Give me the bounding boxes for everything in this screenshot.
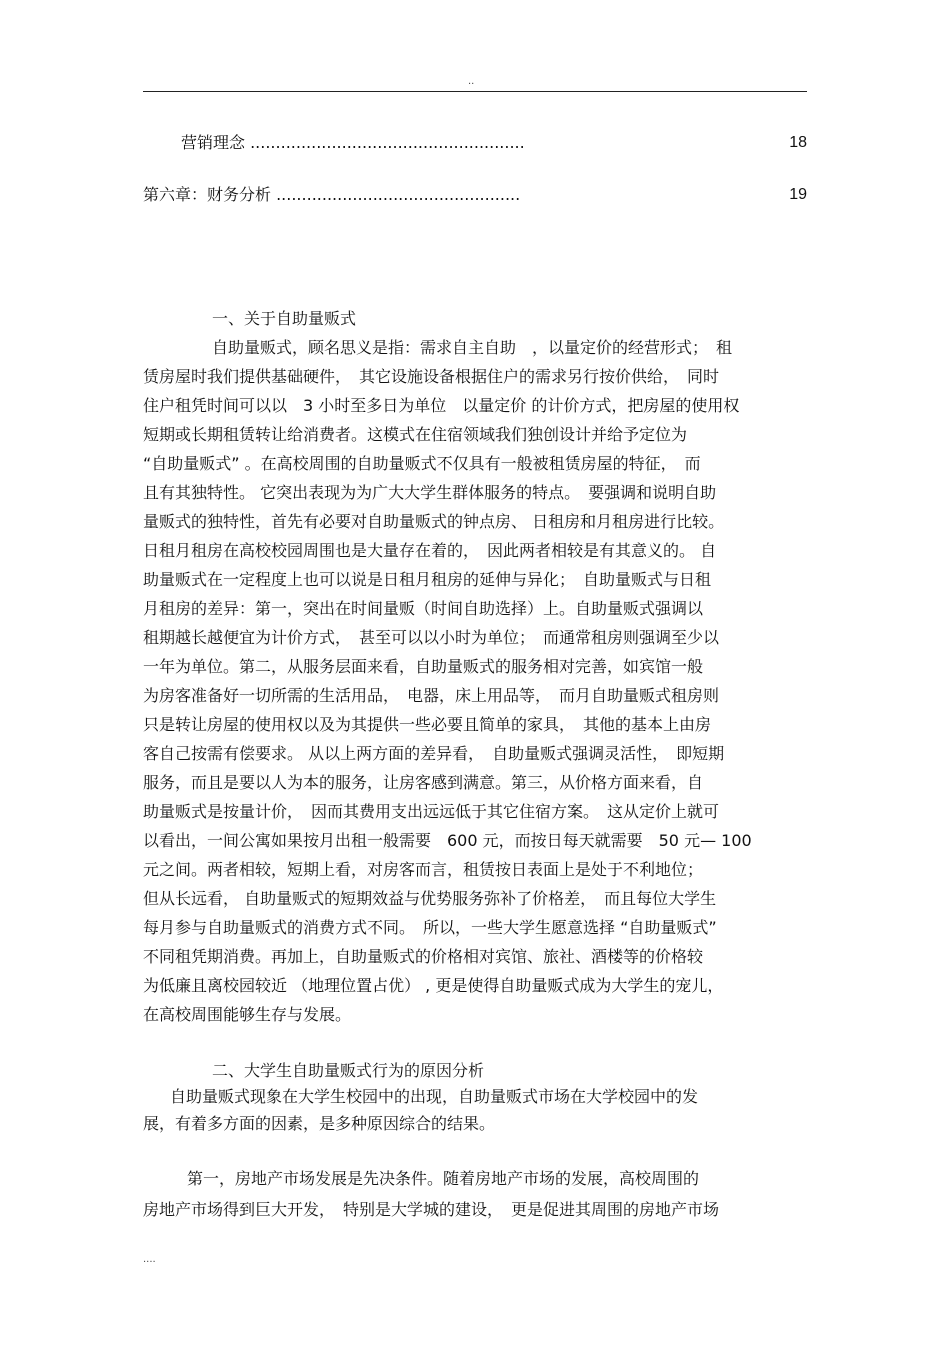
text-line: 助量贩式是按量计价， 因而其费用支出远远低于其它住宿方案。 这从定价上就可 <box>143 802 720 821</box>
toc-entry[interactable] <box>143 183 807 207</box>
text-line: 服务，而且是要以人为本的服务，让房客感到满意。第三，从价格方面来看，自 <box>143 773 704 792</box>
text-line: 一、关于自助量贩式 <box>212 309 357 328</box>
text-line: 且有其独特性。 它突出表现为为广大大学生群体服务的特点。 要强调和说明自助 <box>143 483 717 502</box>
text-line: 第一，房地产市场发展是先决条件。随着房地产市场的发展，高校周围的 <box>187 1169 700 1188</box>
text-line: 短期或长期租赁转让给消费者。这模式在住宿领域我们独创设计并给予定位为 <box>143 425 688 444</box>
text-line: 自助量贩式现象在大学生校园中的出现，自助量贩式市场在大学校园中的发 <box>170 1087 699 1106</box>
text-line: 为低廉且离校园较近 （地理位置占优） , 更是使得自助量贩式成为大学生的宠儿， <box>143 976 724 995</box>
text-line: 一年为单位。第二，从服务层面来看，自助量贩式的服务相对完善，如宾馆一般 <box>143 657 704 676</box>
text-line: 赁房屋时我们提供基础硬件， 其它设施设备根据住户的需求另行按价供给， 同时 <box>143 367 720 386</box>
text-line: 日租月租房在高校校园周围也是大量存在着的， 因此两者相较是有其意义的。 自 <box>143 541 717 560</box>
text-line: 但从长远看， 自助量贩式的短期效益与优势服务弥补了价格差， 而且每位大学生 <box>143 889 717 908</box>
text-line: 住户租凭时间可以以 3 小时至多日为单位 以量定价 的计价方式，把房屋的使用权 <box>143 396 740 415</box>
text-line: 为房客准备好一切所需的生活用品， 电器，床上用品等， 而月自助量贩式租房则 <box>143 686 720 705</box>
text-line: 不同租凭期消费。再加上，自助量贩式的价格相对宾馆、旅社、酒楼等的价格较 <box>143 947 704 966</box>
header-mark: .. <box>468 76 475 87</box>
text-line: 展，有着多方面的因素，是多种原因综合的结果。 <box>143 1114 496 1133</box>
text-line: 在高校周围能够生存与发展。 <box>143 1005 352 1024</box>
toc-entry-page: 19 <box>789 186 807 203</box>
toc-entry-page: 18 <box>789 134 807 151</box>
text-line: 月租房的差异：第一，突出在时间量贩（时间自助选择）上。自助量贩式强调以 <box>143 599 704 618</box>
text-line: 房地产市场得到巨大开发， 特别是大学城的建设， 更是促进其周围的房地产市场 <box>143 1200 720 1219</box>
text-line: 元之间。两者相较，短期上看，对房客而言，租赁按日表面上是处于不利地位； <box>143 860 704 879</box>
footer-mark: .... <box>143 1254 156 1265</box>
text-line: “自助量贩式” 。在高校周围的自助量贩式不仅具有一般被租赁房屋的特征， 而 <box>143 454 701 473</box>
text-line: 租期越长越便宜为计价方式， 甚至可以以小时为单位； 而通常租房则强调至少以 <box>143 628 720 647</box>
text-line: 自助量贩式，顾名思义是指：需求自主自助 ，以量定价的经营形式； 租 <box>212 338 733 357</box>
toc-entry-title: 第六章：财务分析 ................................................ <box>143 185 521 204</box>
header-rule <box>143 91 807 92</box>
text-line: 每月参与自助量贩式的消费方式不同。 所以，一些大学生愿意选择 “自助量贩式” <box>143 918 717 937</box>
text-line: 二、大学生自助量贩式行为的原因分析 <box>212 1061 485 1080</box>
text-line: 客自己按需有偿要求。 从以上两方面的差异看， 自助量贩式强调灵活性， 即短期 <box>143 744 725 763</box>
toc-entry-title: 营销理念 ...................................................... <box>181 133 525 152</box>
text-line: 以看出，一间公寓如果按月出租一般需要 600 元，而按日每天就需要 50 元— 100 <box>143 831 752 850</box>
toc-entry[interactable] <box>143 131 807 155</box>
text-line: 只是转让房屋的使用权以及为其提供一些必要且简单的家具， 其他的基本上由房 <box>143 715 712 734</box>
text-line: 量贩式的独特性，首先有必要对自助量贩式的钟点房、 日租房和月租房进行比较。 <box>143 512 725 531</box>
text-line: 助量贩式在一定程度上也可以说是日租月租房的延伸与异化； 自助量贩式与日租 <box>143 570 712 589</box>
